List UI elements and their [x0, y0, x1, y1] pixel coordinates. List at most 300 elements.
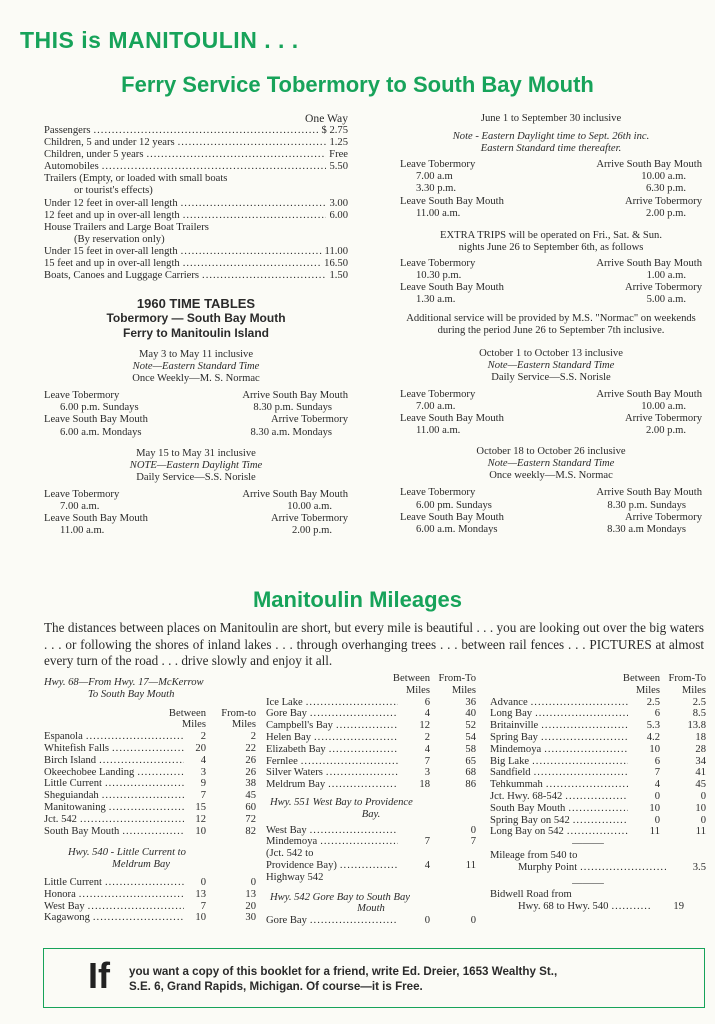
mileage-row: [266, 720, 476, 732]
between-miles: 4: [424, 708, 430, 720]
rate-label: Under 15 feet in over-all length: [44, 245, 178, 257]
place-name: Little Current: [44, 876, 102, 888]
additional-service: Additional service will be provided by M.S. "Normac" on weekends during the period June 26 to September 7th inclusive.: [406, 313, 696, 337]
leader-dots: [109, 802, 184, 814]
arrive-cell: Arrive South Bay Mouth: [242, 488, 348, 500]
fromto-miles: 18: [695, 731, 706, 743]
arrive-cell: 10.00 a.m.: [641, 171, 686, 183]
mileage-heading: Manitoulin Mileages: [252, 587, 463, 612]
schedule-note: Note—Eastern Standard Time: [487, 458, 615, 470]
place-cell: [44, 790, 184, 802]
leader-dots: [541, 732, 628, 744]
place-name: Tehkummah: [490, 779, 543, 791]
fromto-miles: 45: [695, 779, 706, 791]
leader-dots: [183, 258, 321, 270]
place-cell: [490, 720, 628, 732]
rate-label: Trailers (Empty, or loaded with small boats: [44, 173, 228, 185]
depart-cell: 6.00 p.m. Sundays: [60, 402, 139, 414]
fromto-miles: 2.5: [692, 696, 706, 708]
place-name: South Bay Mouth: [44, 825, 120, 837]
place-name: Sheguiandah: [44, 790, 99, 802]
between-miles: 10: [649, 802, 660, 814]
arrive-cell: 1.00 a.m.: [646, 270, 686, 282]
rates-section: [44, 112, 348, 282]
leader-dots: [183, 210, 327, 222]
between-miles: 0: [200, 876, 206, 888]
leader-dots: [88, 901, 184, 913]
schedule-row: [44, 427, 348, 439]
rate-row: [44, 137, 348, 149]
place-cell: [266, 825, 398, 837]
between-miles: 5.3: [646, 720, 660, 732]
place-name: Birch Island: [44, 754, 97, 766]
mileage-row: [490, 756, 706, 768]
mileage-row: [490, 697, 706, 709]
miles-header: Miles: [405, 684, 430, 696]
place-cell: [490, 756, 628, 768]
arrive-cell: 6.30 p.m.: [645, 183, 686, 195]
arrive-cell: Arrive South Bay Mouth: [596, 487, 702, 499]
mileage-row: [266, 697, 476, 709]
hwy551-heading-1: Hwy. 551 West Bay to Providence: [270, 796, 413, 808]
leader-dots: [329, 744, 398, 756]
leader-dots: [112, 743, 184, 755]
place-cell: [490, 815, 628, 827]
place-name: Little Current: [44, 778, 102, 790]
between-miles: 4: [424, 859, 430, 871]
murphy-line-1: Mileage from 540 to: [490, 849, 578, 861]
fromto-miles: 72: [245, 813, 256, 825]
timetable-right: [400, 113, 702, 536]
mileage-row: [490, 826, 706, 838]
depart-cell: 1.30 a.m.: [416, 294, 456, 306]
extra-trips-2: nights June 26 to September 6th, as follows: [458, 241, 644, 253]
leader-dots: [310, 825, 398, 837]
rate-value: 5.50: [329, 161, 348, 173]
schedule-note: Note—Eastern Standard Time: [132, 361, 260, 373]
mileage-row: [44, 901, 256, 913]
leader-dots: [328, 779, 398, 791]
rate-label: Passengers: [44, 125, 91, 136]
place-name: Advance: [490, 696, 528, 708]
summer-schedule: [400, 159, 702, 219]
mileage-row: [266, 767, 476, 779]
footer-box: [43, 948, 705, 1008]
separator: ———: [572, 877, 604, 889]
leader-dots: [137, 767, 184, 779]
mileage-row: [266, 744, 476, 756]
place-cell: [266, 720, 398, 732]
fromto-miles: 0: [470, 915, 476, 927]
arrive-cell: Arrive South Bay Mouth: [596, 257, 702, 269]
leader-dots: [310, 915, 398, 927]
mileage-row: [490, 767, 706, 779]
between-miles: 3: [200, 766, 206, 778]
schedule-row: [44, 390, 348, 402]
schedule-service: Once Weekly—M. S. Normac: [132, 373, 260, 385]
place-name: Campbell's Bay: [266, 720, 333, 732]
rate-label: or tourist's effects): [74, 185, 153, 197]
schedule-dates: October 1 to October 13 inclusive: [479, 347, 623, 359]
depart-cell: 6.00 pm. Sundays: [416, 499, 492, 511]
bidwell-row: [490, 901, 684, 913]
depart-cell: Leave Tobermory: [400, 159, 476, 171]
place-cell: [490, 697, 628, 709]
between-miles: 7: [200, 900, 206, 912]
place-name: Long Bay: [490, 708, 533, 720]
between-miles: 7: [424, 836, 430, 848]
mileage-row: [490, 744, 706, 756]
between-miles: 10: [195, 825, 206, 837]
between-miles: 12: [419, 720, 430, 732]
mileage-row: [44, 889, 256, 901]
fromto-miles: 68: [465, 767, 476, 779]
mileage-intro: The distances between places on Manitoulin are short, but every mile is beautiful . . . you are looking out over the big waters . . . or following the shores of inland lakes . . . through overhanging trees . . . between rail fences . . . PICTURES at almost every turn of the road . . . drive slowly and enjoy it all.: [44, 620, 704, 669]
hwy551-rows: [266, 825, 476, 884]
arrive-cell: Arrive South Bay Mouth: [596, 388, 702, 400]
schedule-dates: May 3 to May 11 inclusive: [138, 349, 254, 360]
between-miles: 0: [654, 790, 660, 802]
depart-cell: Leave South Bay Mouth: [400, 412, 504, 424]
fromto-miles: 0: [700, 814, 706, 826]
rate-row: [44, 161, 348, 173]
place-cell: [44, 743, 184, 755]
schedule-service: Daily Service—S.S. Norisle: [491, 371, 611, 383]
place-cell: [490, 767, 628, 779]
mileage-row: [490, 720, 706, 732]
hwy540-rows: [44, 877, 256, 924]
separator: ———: [572, 838, 604, 850]
arrive-cell: Arrive South Bay Mouth: [242, 390, 348, 402]
depart-cell: Leave Tobermory: [44, 488, 120, 500]
schedule-block: [400, 446, 702, 536]
place-cell: [490, 791, 628, 803]
rate-label: Under 12 feet in over-all length: [44, 197, 178, 209]
fromto-miles: 41: [695, 767, 706, 779]
schedule-row: [44, 489, 348, 501]
leader-dots: [310, 708, 398, 720]
mileage-row: [44, 790, 256, 802]
miles-header-2: Miles: [681, 684, 706, 696]
between-miles: 7: [654, 767, 660, 779]
place-cell: [266, 779, 398, 791]
place-cell: [266, 732, 398, 744]
mileage-row: [266, 708, 476, 720]
schedule-row: [400, 512, 702, 524]
arrive-cell: 10.00 a.m.: [641, 400, 686, 412]
leader-dots: [181, 246, 322, 258]
place-name: Helen Bay: [266, 731, 312, 743]
schedule-row: [400, 196, 702, 208]
rate-row: [44, 270, 348, 282]
extra-trips-1: EXTRA TRIPS will be operated on Fri., Sat. & Sun.: [440, 229, 662, 241]
mileage-row: [44, 755, 256, 767]
schedule-row: [400, 183, 702, 195]
col2-rows: [266, 697, 476, 791]
mileage-row: [490, 732, 706, 744]
place-name: Manitowaning: [44, 801, 106, 813]
schedule-block: [44, 448, 348, 538]
place-cell: [266, 767, 398, 779]
place-cell: [44, 877, 184, 889]
depart-cell: Leave South Bay Mouth: [44, 513, 148, 525]
fromto-miles: 13: [245, 888, 256, 900]
place-name: Spring Bay on 542: [490, 814, 570, 826]
fromto-miles: 0: [700, 790, 706, 802]
rate-row: [44, 246, 348, 258]
leader-dots: [80, 814, 184, 826]
rates-list: [44, 125, 348, 282]
leader-dots: [541, 720, 628, 732]
place-cell: [490, 744, 628, 756]
place-name: Jct. 542: [44, 813, 77, 825]
leader-dots: [546, 779, 628, 791]
fromto-miles: 13.8: [687, 720, 706, 732]
fromto-miles: 82: [245, 825, 256, 837]
rate-row: [44, 222, 348, 234]
depart-cell: Leave South Bay Mouth: [400, 511, 504, 523]
between-miles: 9: [200, 778, 206, 790]
fromto-miles: 45: [245, 790, 256, 802]
rate-value: 11.00: [324, 245, 348, 257]
schedule-row: [400, 389, 702, 401]
mileage-row: [266, 860, 476, 872]
schedule-row: [44, 402, 348, 414]
place-name: Honora: [44, 888, 76, 900]
place-name: Espanola: [44, 731, 83, 743]
depart-cell: 6.00 a.m. Mondays: [416, 523, 498, 535]
depart-cell: Leave South Bay Mouth: [400, 282, 504, 294]
highway-note: Highway 542: [266, 871, 324, 883]
depart-cell: 11.00 a.m.: [60, 525, 105, 537]
mileage-row: [44, 743, 256, 755]
fromto-miles: 7: [470, 836, 476, 848]
between-miles: 7: [200, 790, 206, 802]
hwy68-heading-1: Hwy. 68—From Hwy. 17—McKerrow: [44, 677, 204, 688]
place-cell: [44, 802, 184, 814]
arrive-cell: Arrive Tobermory: [270, 414, 348, 426]
mileage-row: [490, 803, 706, 815]
place-cell: [44, 889, 184, 901]
place-name: Long Bay on 542: [490, 826, 564, 838]
hwy542-heading-2: Mouth: [357, 903, 385, 915]
place-cell: [490, 803, 628, 815]
place-name: Gore Bay: [266, 708, 307, 720]
between-miles: 13: [195, 888, 206, 900]
schedule-block: [44, 349, 348, 439]
leader-dots: [178, 137, 327, 149]
rate-row: [44, 173, 348, 185]
mileage-row: [44, 731, 256, 743]
fromto-miles: 36: [465, 696, 476, 708]
fromto-miles: 20: [245, 900, 256, 912]
leader-dots: [567, 826, 628, 838]
place-cell: [266, 697, 398, 709]
between-miles: 20: [195, 742, 206, 754]
mileage-row: [266, 732, 476, 744]
place-name: Silver Waters: [266, 767, 323, 779]
rate-label: House Trailers and Large Boat Trailers: [44, 221, 209, 233]
arrive-cell: Arrive South Bay Mouth: [596, 159, 702, 171]
schedule-service: Daily Service—S.S. Norisle: [136, 471, 256, 483]
mileage-row: [490, 708, 706, 720]
rate-label: Boats, Canoes and Luggage Carriers: [44, 270, 200, 282]
place-name: West Bay: [266, 824, 307, 836]
footer-line-1: you want a copy of this booklet for a friend, write Ed. Dreier, 1653 Wealthy St.,: [129, 965, 558, 978]
mileage-table-col2: [266, 673, 476, 927]
place-cell: [44, 767, 184, 779]
place-name: Whitefish Falls: [44, 742, 110, 754]
fromto-miles: 0: [470, 824, 476, 836]
leader-dots: [146, 149, 326, 161]
schedule-row: [400, 487, 702, 499]
autumn-schedules: [400, 348, 702, 536]
rate-value: 6.00: [329, 209, 348, 221]
mileage-row: [266, 836, 476, 848]
fromto-miles: 34: [695, 755, 706, 767]
hwy68-heading-2: To South Bay Mouth: [88, 688, 175, 700]
leader-dots: [534, 767, 628, 779]
schedule-dates: May 15 to May 31 inclusive: [136, 447, 256, 459]
depart-cell: 7.00 a.m.: [416, 400, 456, 412]
leader-dots: [544, 744, 628, 756]
fromto-header: From-to: [221, 707, 256, 719]
footer-line-2: S.E. 6, Grand Rapids, Michigan. Of course—it is Free.: [129, 980, 423, 993]
col3-column-headers: [490, 673, 706, 697]
between-miles: 0: [654, 814, 660, 826]
place-cell: [490, 708, 628, 720]
place-cell: [44, 901, 184, 913]
arrive-cell: 5.00 a.m.: [646, 294, 686, 306]
schedule-rows: [400, 487, 702, 535]
leader-dots: [202, 270, 326, 282]
place-name: Gore Bay: [266, 915, 307, 927]
mileage-row: [266, 756, 476, 768]
fromto-miles: 30: [245, 912, 256, 924]
depart-cell: Leave South Bay Mouth: [44, 414, 148, 426]
fromto-miles: 40: [465, 708, 476, 720]
footer-text: [129, 964, 557, 994]
mileage-row: [266, 915, 476, 927]
rate-row: [44, 185, 348, 197]
depart-cell: 7.00 a.m.: [60, 501, 100, 513]
place-name: Big Lake: [490, 755, 530, 767]
depart-cell: Leave Tobermory: [400, 487, 476, 499]
leader-dots: [568, 803, 628, 815]
depart-cell: 10.30 p.m.: [416, 270, 462, 282]
hwy540-heading-2: Meldrum Bay: [112, 859, 170, 871]
depart-cell: 11.00 a.m.: [416, 207, 461, 219]
leader-dots: [181, 198, 327, 210]
rate-row: [44, 198, 348, 210]
place-name: Providence Bay): [266, 859, 337, 871]
rate-label: 12 feet and up in over-all length: [44, 209, 180, 221]
rate-label: 15 feet and up in over-all length: [44, 258, 180, 270]
rate-label: Automobiles: [44, 161, 99, 173]
place-name: Sandfield: [490, 767, 531, 779]
between-miles: 10: [649, 743, 660, 755]
place-name: South Bay Mouth: [490, 802, 566, 814]
fromto-miles: 8.5: [692, 708, 706, 720]
mileage-row: [266, 825, 476, 837]
leader-dots: [122, 826, 184, 838]
leader-dots: [573, 815, 628, 827]
between-miles: 2: [424, 731, 430, 743]
mileage-row: [44, 802, 256, 814]
schedule-row: [400, 270, 702, 282]
mileage-row: [44, 826, 256, 838]
rate-row: [44, 258, 348, 270]
ferry-heading: Ferry Service Tobermory to South Bay Mouth: [121, 72, 594, 97]
place-cell: [44, 814, 184, 826]
rate-value: $ 2.75: [321, 125, 348, 136]
place-name: Mindemoya: [490, 743, 542, 755]
arrive-cell: 2.00 p.m.: [645, 207, 686, 219]
place-cell: [490, 732, 628, 744]
leader-dots: [535, 708, 628, 720]
rate-label: Children, 5 and under 12 years: [44, 137, 175, 149]
summer-note-1: Note - Eastern Daylight time to Sept. 26th inc.: [452, 131, 650, 143]
fromto-miles: 2: [250, 731, 256, 743]
between-header: Between: [168, 707, 206, 719]
rate-label: (By reservation only): [74, 233, 165, 245]
junction-note: (Jct. 542 to: [266, 848, 314, 860]
timetable-subtitle: Ferry to Manitoulin Island: [122, 326, 269, 340]
rate-row: [44, 234, 348, 246]
place-name: Elizabeth Bay: [266, 743, 326, 755]
leader-dots: [93, 912, 184, 924]
between-miles: 6: [654, 755, 660, 767]
rate-row: [44, 149, 348, 161]
between-miles: 12: [195, 813, 206, 825]
summer-dates: June 1 to September 30 inclusive: [480, 113, 622, 124]
place-cell: [490, 826, 628, 838]
murphy-line-2: Murphy Point: [518, 861, 578, 873]
bidwell-line-1: Bidwell Road from: [490, 889, 572, 901]
schedule-row: [400, 208, 702, 220]
fromto-miles: 28: [695, 743, 706, 755]
leader-dots: [86, 731, 184, 743]
between-header: Between: [392, 673, 430, 684]
between-miles: 6: [424, 696, 430, 708]
hwy551-heading-2: Bay.: [361, 808, 381, 820]
hwy68-column-headers: [44, 708, 256, 732]
place-name: Mindemoya: [266, 836, 318, 848]
miles-header: Miles: [635, 684, 660, 696]
schedule-note: Note—Eastern Standard Time: [487, 359, 615, 371]
rate-value: Free: [329, 149, 348, 161]
bidwell-line-2: Hwy. 68 to Hwy. 540: [518, 901, 609, 913]
schedule-rows: [44, 390, 348, 438]
rate-row: [44, 125, 348, 137]
arrive-cell: 2.00 p.m.: [291, 525, 332, 537]
mileage-row: [490, 815, 706, 827]
fromto-header: From-To: [438, 673, 476, 684]
fromto-miles: 26: [245, 754, 256, 766]
murphy-value: 3.5: [692, 861, 706, 873]
leader-dots: [532, 756, 628, 768]
depart-cell: Leave Tobermory: [400, 257, 476, 269]
mileage-row: [266, 779, 476, 791]
arrive-cell: Arrive Tobermory: [624, 282, 702, 294]
mileage-row: [44, 778, 256, 790]
schedule-block: [400, 348, 702, 438]
fromto-miles: 52: [465, 720, 476, 732]
col3-rows: [490, 697, 706, 839]
between-miles: 2: [200, 731, 206, 743]
schedule-row: [44, 501, 348, 513]
fromto-miles: 11: [465, 859, 476, 871]
